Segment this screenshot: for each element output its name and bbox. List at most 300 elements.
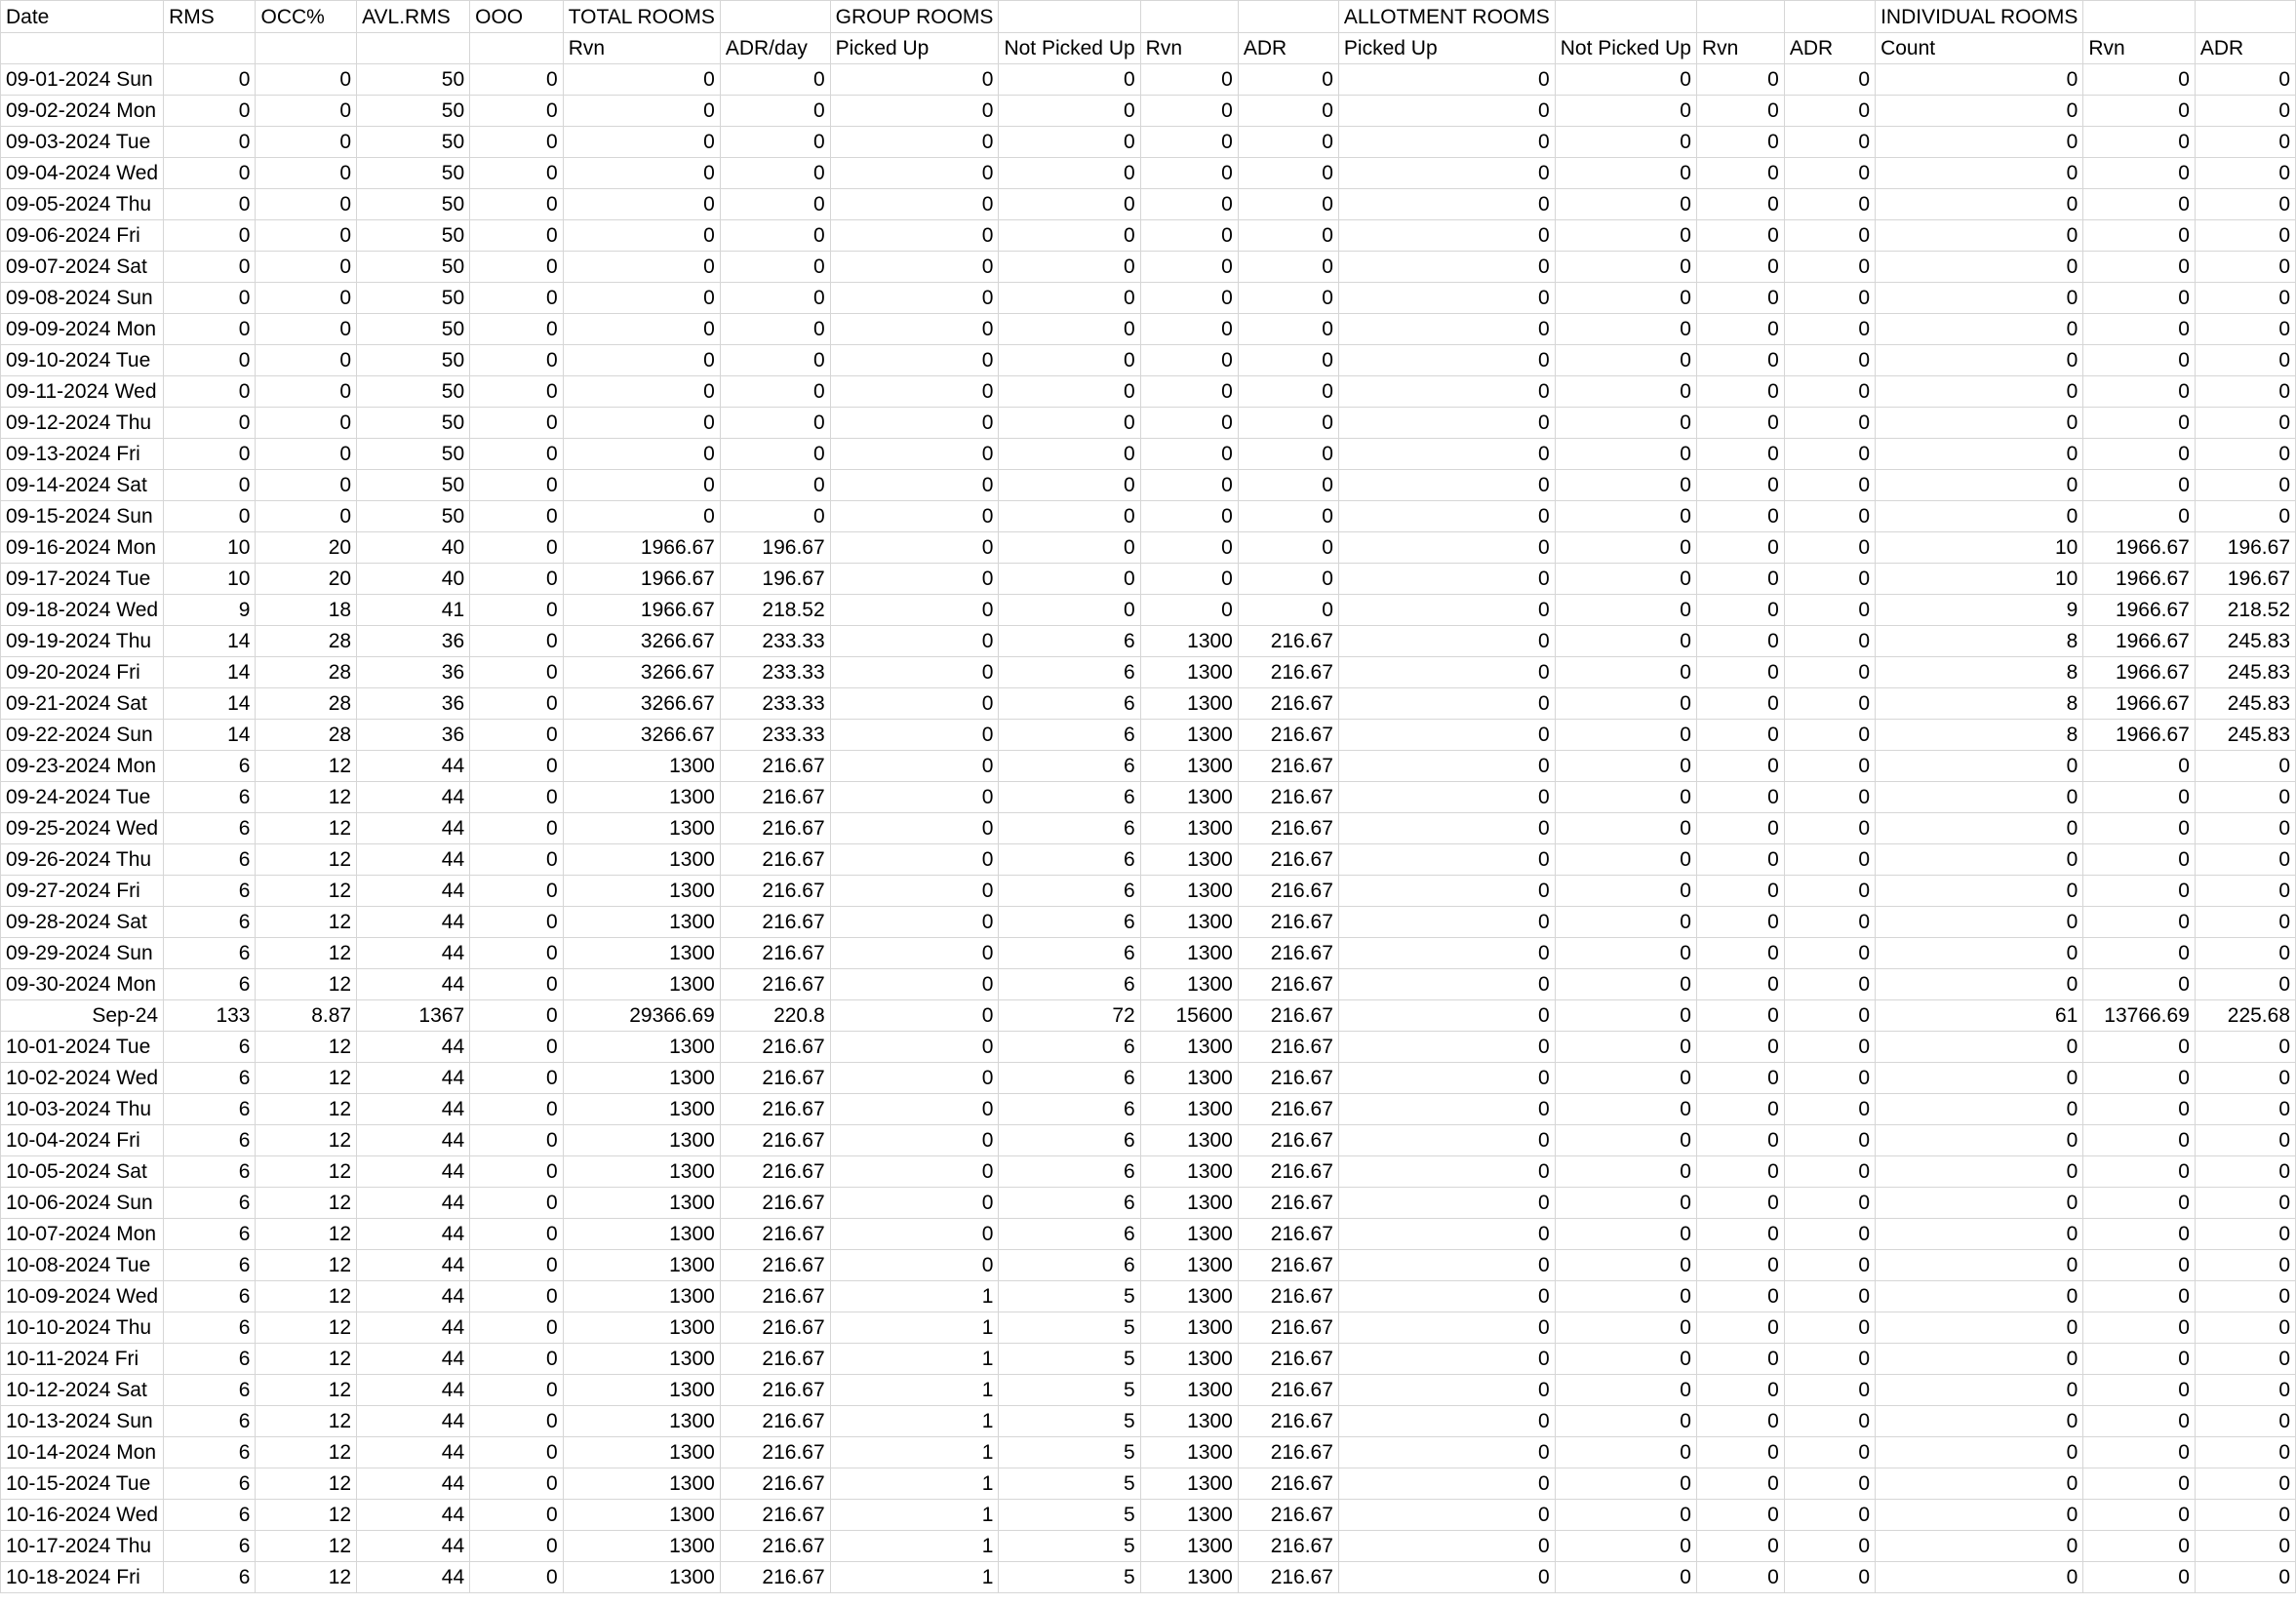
cell[interactable]: 0	[1696, 1063, 1784, 1094]
cell[interactable]: 0	[2083, 345, 2196, 376]
cell[interactable]: 196.67	[720, 532, 830, 564]
cell[interactable]: 0	[2083, 1063, 2196, 1094]
cell[interactable]: 0	[1696, 1406, 1784, 1437]
cell[interactable]: 216.67	[1238, 657, 1338, 688]
cell[interactable]: 1300	[563, 782, 720, 813]
cell[interactable]: 0	[1555, 1468, 1696, 1500]
cell[interactable]: 1300	[1140, 1250, 1238, 1281]
cell[interactable]: 12	[256, 1188, 357, 1219]
cell[interactable]: 0	[1555, 1094, 1696, 1125]
cell[interactable]: 44	[357, 1094, 470, 1125]
cell[interactable]	[2083, 1, 2196, 33]
cell[interactable]: 0	[1238, 64, 1338, 96]
cell[interactable]: 0	[1876, 1156, 2083, 1188]
cell[interactable]: 0	[470, 1468, 564, 1500]
cell[interactable]: 0	[1338, 532, 1555, 564]
cell[interactable]: 0	[2083, 1437, 2196, 1468]
cell[interactable]: 0	[1338, 1094, 1555, 1125]
cell[interactable]: 0	[2083, 1406, 2196, 1437]
cell[interactable]: 0	[720, 314, 830, 345]
cell[interactable]: 14	[164, 657, 256, 688]
cell[interactable]: 0	[1876, 127, 2083, 158]
cell[interactable]: 0	[470, 626, 564, 657]
cell[interactable]: 1300	[1140, 1375, 1238, 1406]
cell[interactable]: 12	[256, 1219, 357, 1250]
cell[interactable]: 0	[1696, 283, 1784, 314]
cell[interactable]: 72	[999, 1000, 1140, 1032]
cell[interactable]: 1300	[1140, 844, 1238, 876]
cell[interactable]: 0	[1696, 376, 1784, 408]
cell[interactable]: 3266.67	[563, 688, 720, 720]
cell[interactable]: 0	[1696, 252, 1784, 283]
cell[interactable]: 0	[1238, 376, 1338, 408]
cell[interactable]: 09-21-2024 Sat	[1, 688, 164, 720]
cell[interactable]: 0	[1140, 501, 1238, 532]
cell[interactable]: 0	[164, 501, 256, 532]
cell[interactable]: 0	[1696, 96, 1784, 127]
cell[interactable]: 0	[1555, 876, 1696, 907]
cell[interactable]: 50	[357, 439, 470, 470]
cell[interactable]: 10-05-2024 Sat	[1, 1156, 164, 1188]
cell[interactable]: 0	[1238, 595, 1338, 626]
cell[interactable]: 44	[357, 1468, 470, 1500]
cell[interactable]: 0	[1555, 751, 1696, 782]
cell[interactable]: 50	[357, 283, 470, 314]
cell[interactable]: 50	[357, 189, 470, 220]
cell[interactable]: 12	[256, 1156, 357, 1188]
cell[interactable]: 0	[470, 1281, 564, 1312]
cell[interactable]: 0	[1784, 158, 1875, 189]
cell[interactable]: 0	[470, 158, 564, 189]
cell[interactable]: 10-11-2024 Fri	[1, 1344, 164, 1375]
cell[interactable]: 0	[164, 314, 256, 345]
cell[interactable]: 216.67	[720, 751, 830, 782]
cell[interactable]: 1300	[1140, 1125, 1238, 1156]
cell[interactable]: 0	[1696, 1468, 1784, 1500]
cell[interactable]: 0	[830, 938, 999, 969]
cell[interactable]: 0	[2195, 1562, 2295, 1593]
cell[interactable]: 6	[164, 969, 256, 1000]
cell[interactable]: 0	[1338, 1562, 1555, 1593]
cell[interactable]: 0	[470, 564, 564, 595]
cell[interactable]: 0	[830, 844, 999, 876]
cell[interactable]: 0	[1338, 657, 1555, 688]
cell[interactable]: 0	[2083, 813, 2196, 844]
cell[interactable]: 0	[1696, 813, 1784, 844]
cell[interactable]: 1966.67	[2083, 564, 2196, 595]
cell[interactable]: 0	[1555, 1156, 1696, 1188]
cell[interactable]: 0	[1338, 938, 1555, 969]
cell[interactable]: 0	[1140, 408, 1238, 439]
cell[interactable]: 245.83	[2195, 657, 2295, 688]
cell[interactable]: 0	[999, 64, 1140, 96]
cell[interactable]: 216.67	[1238, 1125, 1338, 1156]
cell[interactable]	[2195, 1, 2295, 33]
cell[interactable]: 0	[1784, 345, 1875, 376]
cell[interactable]: 0	[1140, 189, 1238, 220]
cell[interactable]: ADR	[2195, 33, 2295, 64]
cell[interactable]: 0	[470, 439, 564, 470]
cell[interactable]: 0	[1140, 220, 1238, 252]
cell[interactable]: 28	[256, 688, 357, 720]
cell[interactable]: 0	[1555, 470, 1696, 501]
cell[interactable]: 1	[830, 1344, 999, 1375]
cell[interactable]: 0	[1876, 969, 2083, 1000]
cell[interactable]: 216.67	[1238, 1375, 1338, 1406]
cell[interactable]: 0	[256, 501, 357, 532]
cell[interactable]: 61	[1876, 1000, 2083, 1032]
cell[interactable]: 0	[1784, 1562, 1875, 1593]
cell[interactable]: 216.67	[1238, 813, 1338, 844]
cell[interactable]: 0	[1784, 189, 1875, 220]
cell[interactable]: 0	[164, 64, 256, 96]
cell[interactable]: 0	[256, 470, 357, 501]
cell[interactable]: 0	[470, 1375, 564, 1406]
cell[interactable]: 0	[1338, 1063, 1555, 1094]
cell[interactable]: 0	[1784, 844, 1875, 876]
cell[interactable]: 0	[1555, 1000, 1696, 1032]
cell[interactable]: 0	[2083, 158, 2196, 189]
cell[interactable]: 10-17-2024 Thu	[1, 1531, 164, 1562]
cell[interactable]: 44	[357, 1281, 470, 1312]
cell[interactable]: 0	[2195, 1437, 2295, 1468]
cell[interactable]: 0	[1876, 189, 2083, 220]
cell[interactable]: 0	[1784, 1094, 1875, 1125]
cell[interactable]: 0	[1696, 1188, 1784, 1219]
cell[interactable]: 0	[999, 532, 1140, 564]
cell[interactable]: 44	[357, 1562, 470, 1593]
cell[interactable]: 10-15-2024 Tue	[1, 1468, 164, 1500]
cell[interactable]: 0	[1876, 345, 2083, 376]
cell[interactable]: 0	[720, 127, 830, 158]
cell[interactable]: 0	[563, 283, 720, 314]
cell[interactable]: 0	[256, 220, 357, 252]
cell[interactable]: 1300	[563, 1281, 720, 1312]
cell[interactable]: 6	[999, 844, 1140, 876]
cell[interactable]: 0	[2083, 501, 2196, 532]
cell[interactable]: 216.67	[1238, 1156, 1338, 1188]
cell[interactable]: 0	[1338, 127, 1555, 158]
cell[interactable]: 10	[164, 564, 256, 595]
cell[interactable]: 0	[830, 470, 999, 501]
cell[interactable]: 6	[999, 1125, 1140, 1156]
cell[interactable]: 0	[1696, 1375, 1784, 1406]
cell[interactable]: 0	[1140, 595, 1238, 626]
cell[interactable]: 0	[1555, 1188, 1696, 1219]
cell[interactable]: 0	[563, 501, 720, 532]
cell[interactable]: 216.67	[1238, 688, 1338, 720]
cell[interactable]: 0	[2195, 345, 2295, 376]
cell[interactable]: 216.67	[720, 876, 830, 907]
cell[interactable]: 0	[1555, 564, 1696, 595]
cell[interactable]: 0	[1876, 314, 2083, 345]
cell[interactable]: 0	[1696, 1219, 1784, 1250]
cell[interactable]: 0	[1784, 1500, 1875, 1531]
cell[interactable]: 0	[256, 127, 357, 158]
cell[interactable]: 0	[164, 345, 256, 376]
cell[interactable]: OCC%	[256, 1, 357, 33]
cell[interactable]: 0	[1696, 1094, 1784, 1125]
cell[interactable]: 0	[999, 158, 1140, 189]
cell[interactable]: 6	[164, 938, 256, 969]
cell[interactable]: 12	[256, 813, 357, 844]
cell[interactable]: 0	[1555, 782, 1696, 813]
cell[interactable]: 09-08-2024 Sun	[1, 283, 164, 314]
cell[interactable]	[256, 33, 357, 64]
cell[interactable]: 10-09-2024 Wed	[1, 1281, 164, 1312]
cell[interactable]: 0	[1876, 813, 2083, 844]
cell[interactable]: 0	[1696, 938, 1784, 969]
cell[interactable]: 0	[1555, 688, 1696, 720]
cell[interactable]: 0	[256, 314, 357, 345]
cell[interactable]: 0	[2083, 439, 2196, 470]
cell[interactable]: 1	[830, 1562, 999, 1593]
cell[interactable]: 44	[357, 938, 470, 969]
cell[interactable]: 12	[256, 1562, 357, 1593]
cell[interactable]: 0	[2195, 96, 2295, 127]
cell[interactable]: 9	[164, 595, 256, 626]
cell[interactable]: 0	[1876, 751, 2083, 782]
cell[interactable]: 1300	[1140, 813, 1238, 844]
cell[interactable]: 8	[1876, 657, 2083, 688]
cell[interactable]: 0	[1696, 844, 1784, 876]
cell[interactable]: 0	[164, 283, 256, 314]
cell[interactable]: 12	[256, 844, 357, 876]
cell[interactable]: 0	[256, 189, 357, 220]
cell[interactable]: 216.67	[720, 1032, 830, 1063]
cell[interactable]: 09-09-2024 Mon	[1, 314, 164, 345]
cell[interactable]: 50	[357, 345, 470, 376]
cell[interactable]: 0	[1784, 64, 1875, 96]
cell[interactable]: 44	[357, 1437, 470, 1468]
cell[interactable]: 0	[830, 907, 999, 938]
cell[interactable]: 0	[2083, 1375, 2196, 1406]
cell[interactable]: 216.67	[720, 1437, 830, 1468]
cell[interactable]: 233.33	[720, 688, 830, 720]
cell[interactable]: 6	[164, 907, 256, 938]
cell[interactable]: 245.83	[2195, 688, 2295, 720]
cell[interactable]: 09-14-2024 Sat	[1, 470, 164, 501]
cell[interactable]: 0	[1696, 1000, 1784, 1032]
cell[interactable]: 0	[1696, 595, 1784, 626]
cell[interactable]: 10-03-2024 Thu	[1, 1094, 164, 1125]
cell[interactable]: 8.87	[256, 1000, 357, 1032]
cell[interactable]: 0	[2195, 283, 2295, 314]
cell[interactable]: 1	[830, 1375, 999, 1406]
cell[interactable]: 216.67	[1238, 1468, 1338, 1500]
cell[interactable]: 0	[164, 220, 256, 252]
cell[interactable]: 9	[1876, 595, 2083, 626]
cell[interactable]: 0	[2083, 314, 2196, 345]
cell[interactable]: 0	[470, 470, 564, 501]
cell[interactable]: 0	[1555, 813, 1696, 844]
cell[interactable]: 5	[999, 1344, 1140, 1375]
cell[interactable]: 218.52	[720, 595, 830, 626]
cell[interactable]: 40	[357, 532, 470, 564]
cell[interactable]: 0	[720, 189, 830, 220]
cell[interactable]: 1	[830, 1437, 999, 1468]
cell[interactable]: 1300	[1140, 1281, 1238, 1312]
cell[interactable]: Rvn	[1140, 33, 1238, 64]
cell[interactable]: 216.67	[720, 1219, 830, 1250]
cell[interactable]: 10-13-2024 Sun	[1, 1406, 164, 1437]
cell[interactable]: 0	[563, 470, 720, 501]
cell[interactable]: 0	[1238, 220, 1338, 252]
cell[interactable]: 10-14-2024 Mon	[1, 1437, 164, 1468]
cell[interactable]: 0	[164, 189, 256, 220]
cell[interactable]	[1238, 1, 1338, 33]
cell[interactable]: 0	[1238, 158, 1338, 189]
cell[interactable]: 196.67	[720, 564, 830, 595]
cell[interactable]: 29366.69	[563, 1000, 720, 1032]
cell[interactable]: 0	[1876, 501, 2083, 532]
cell[interactable]: 0	[830, 532, 999, 564]
cell[interactable]: 0	[1555, 283, 1696, 314]
cell[interactable]: 0	[2083, 1312, 2196, 1344]
cell[interactable]: 216.67	[1238, 938, 1338, 969]
cell[interactable]: OOO	[470, 1, 564, 33]
cell[interactable]: 0	[563, 96, 720, 127]
cell[interactable]: 1300	[563, 1063, 720, 1094]
cell[interactable]: 0	[1784, 376, 1875, 408]
cell[interactable]: 0	[470, 844, 564, 876]
cell[interactable]: 216.67	[1238, 1531, 1338, 1562]
cell[interactable]: 216.67	[1238, 1000, 1338, 1032]
cell[interactable]: 0	[1338, 96, 1555, 127]
cell[interactable]: 0	[830, 813, 999, 844]
cell[interactable]: 10-08-2024 Tue	[1, 1250, 164, 1281]
cell[interactable]: Count	[1876, 33, 2083, 64]
cell[interactable]: Date	[1, 1, 164, 33]
cell[interactable]: Picked Up	[830, 33, 999, 64]
cell[interactable]: 0	[2083, 1125, 2196, 1156]
cell[interactable]: 0	[1140, 252, 1238, 283]
cell[interactable]: 0	[1338, 907, 1555, 938]
cell[interactable]: 0	[2083, 1500, 2196, 1531]
cell[interactable]: 0	[1784, 876, 1875, 907]
cell[interactable]: 1300	[563, 969, 720, 1000]
cell[interactable]: 0	[1555, 595, 1696, 626]
cell[interactable]: 09-25-2024 Wed	[1, 813, 164, 844]
cell[interactable]: 6	[999, 720, 1140, 751]
cell[interactable]: 0	[164, 470, 256, 501]
cell[interactable]	[357, 33, 470, 64]
cell[interactable]: 0	[720, 345, 830, 376]
cell[interactable]: 1300	[563, 938, 720, 969]
cell[interactable]: 1300	[1140, 751, 1238, 782]
cell[interactable]: 12	[256, 1437, 357, 1468]
cell[interactable]: 0	[563, 158, 720, 189]
cell[interactable]: 1300	[563, 1125, 720, 1156]
cell[interactable]: 0	[830, 220, 999, 252]
cell[interactable]: 0	[1555, 1344, 1696, 1375]
cell[interactable]: 1300	[563, 1156, 720, 1188]
cell[interactable]: 12	[256, 1406, 357, 1437]
cell[interactable]: 0	[1338, 751, 1555, 782]
cell[interactable]: 0	[2195, 64, 2295, 96]
cell[interactable]: 0	[1784, 1312, 1875, 1344]
cell[interactable]: 196.67	[2195, 532, 2295, 564]
cell[interactable]: 1966.67	[2083, 657, 2196, 688]
cell[interactable]: 6	[164, 1219, 256, 1250]
cell[interactable]: 44	[357, 1156, 470, 1188]
cell[interactable]: 245.83	[2195, 720, 2295, 751]
cell[interactable]: 0	[1876, 96, 2083, 127]
cell[interactable]: 0	[470, 1250, 564, 1281]
cell[interactable]: 50	[357, 470, 470, 501]
cell[interactable]: 0	[470, 720, 564, 751]
cell[interactable]: 6	[999, 907, 1140, 938]
cell[interactable]: 0	[1784, 439, 1875, 470]
cell[interactable]: 6	[999, 1250, 1140, 1281]
cell[interactable]: 0	[256, 158, 357, 189]
cell[interactable]: 0	[1338, 376, 1555, 408]
cell[interactable]: 6	[164, 1312, 256, 1344]
cell[interactable]: 0	[164, 158, 256, 189]
cell[interactable]: 12	[256, 1250, 357, 1281]
cell[interactable]: 0	[2195, 1032, 2295, 1063]
cell[interactable]: 0	[1338, 1312, 1555, 1344]
cell[interactable]: 0	[1696, 1531, 1784, 1562]
cell[interactable]: 0	[1696, 782, 1784, 813]
cell[interactable]: 0	[1338, 189, 1555, 220]
cell[interactable]: 0	[830, 1063, 999, 1094]
cell[interactable]: 0	[999, 564, 1140, 595]
cell[interactable]: 5	[999, 1375, 1140, 1406]
cell[interactable]: Not Picked Up	[999, 33, 1140, 64]
cell[interactable]: 0	[1555, 1219, 1696, 1250]
cell[interactable]: 44	[357, 782, 470, 813]
cell[interactable]: 0	[2195, 501, 2295, 532]
cell[interactable]: 1	[830, 1406, 999, 1437]
cell[interactable]: 216.67	[720, 938, 830, 969]
cell[interactable]: 0	[1784, 1219, 1875, 1250]
cell[interactable]: 10-18-2024 Fri	[1, 1562, 164, 1593]
cell[interactable]: 0	[470, 1032, 564, 1063]
cell[interactable]: 1	[830, 1281, 999, 1312]
cell[interactable]: 0	[2083, 1468, 2196, 1500]
cell[interactable]: 6	[164, 1500, 256, 1531]
cell[interactable]: 44	[357, 1531, 470, 1562]
cell[interactable]: 0	[1555, 252, 1696, 283]
cell[interactable]: 1300	[563, 1032, 720, 1063]
cell[interactable]: 0	[1876, 1094, 2083, 1125]
cell[interactable]: Rvn	[563, 33, 720, 64]
cell[interactable]: 0	[1876, 408, 2083, 439]
cell[interactable]: 1300	[1140, 1219, 1238, 1250]
cell[interactable]: INDIVIDUAL ROOMS	[1876, 1, 2083, 33]
cell[interactable]	[1, 33, 164, 64]
cell[interactable]: 12	[256, 1281, 357, 1312]
cell[interactable]: 0	[164, 127, 256, 158]
cell[interactable]: 0	[2195, 1281, 2295, 1312]
cell[interactable]: 0	[1876, 1531, 2083, 1562]
cell[interactable]: 0	[470, 220, 564, 252]
cell[interactable]: 0	[830, 876, 999, 907]
cell[interactable]: 0	[1696, 564, 1784, 595]
cell[interactable]: 0	[1140, 158, 1238, 189]
cell[interactable]: 10-12-2024 Sat	[1, 1375, 164, 1406]
cell[interactable]: 0	[1338, 782, 1555, 813]
cell[interactable]: 6	[999, 1188, 1140, 1219]
cell[interactable]: 216.67	[720, 1531, 830, 1562]
cell[interactable]: 0	[164, 252, 256, 283]
cell[interactable]: 216.67	[1238, 1312, 1338, 1344]
cell[interactable]: 0	[720, 158, 830, 189]
cell[interactable]: 216.67	[1238, 751, 1338, 782]
cell[interactable]: Rvn	[2083, 33, 2196, 64]
cell[interactable]: 50	[357, 314, 470, 345]
